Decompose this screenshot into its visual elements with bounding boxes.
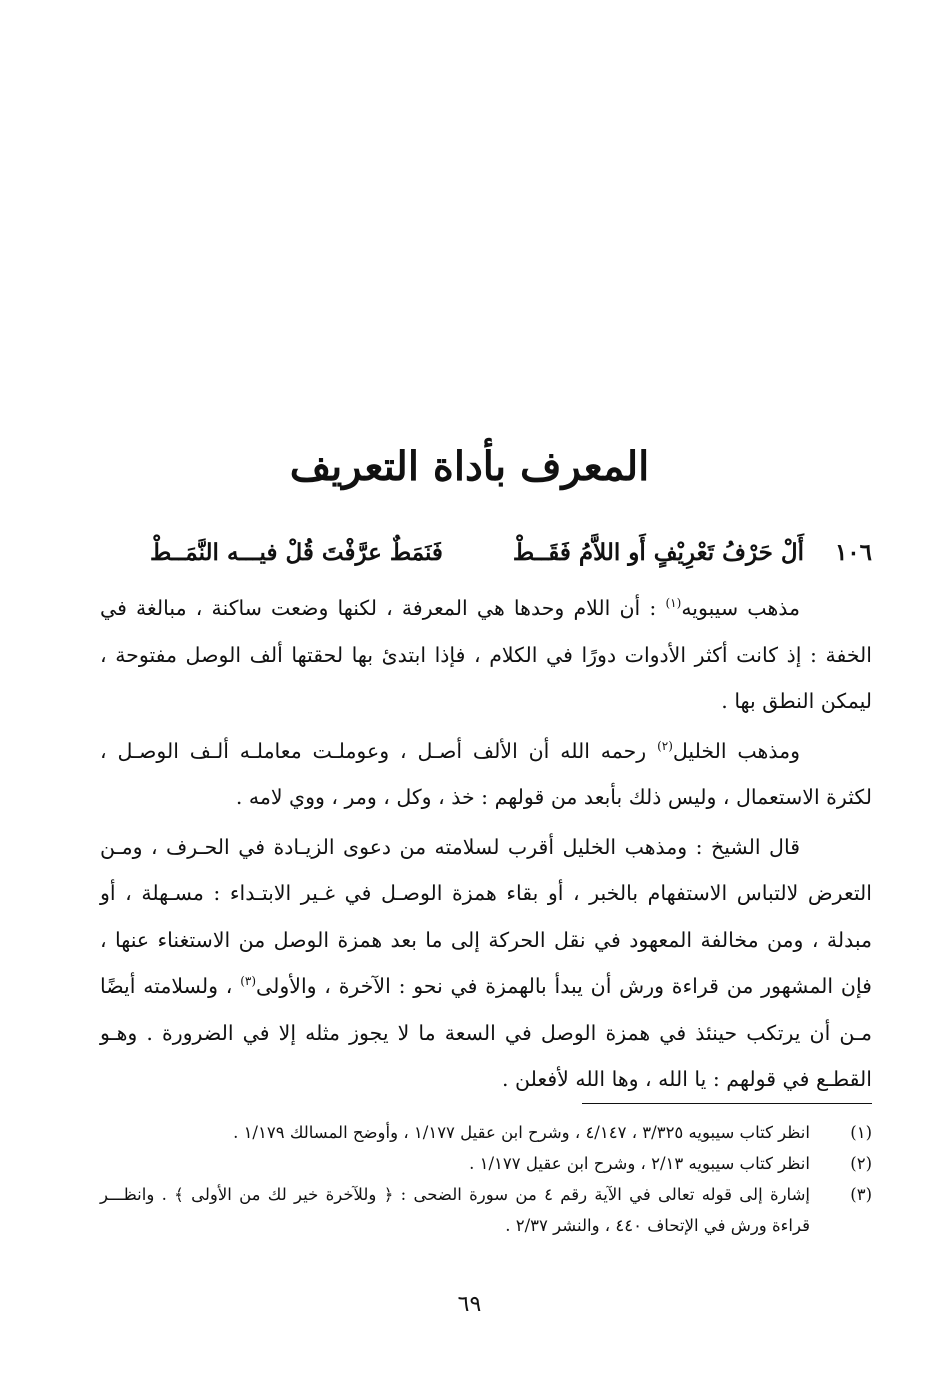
- paragraph-text-end: ، ولسلامته أيضًا مـن أن يرتكب حينئذ في همزة الوصل في السعة ما لا يجوز مثله إلا في الضرورة . وهـو القطـع في قولهم : يا الله ، وها الله لأفعلن .: [100, 974, 872, 1091]
- page-number: ٦٩: [457, 1292, 482, 1317]
- footnote-marker: (١): [850, 1123, 872, 1142]
- footnotes: [100, 1117, 872, 1241]
- footnote-reference-3[interactable]: (٣): [240, 974, 257, 989]
- footnote-item-3: [100, 1179, 872, 1241]
- paragraph-text-start: قال الشيخ : ومذهب الخليل أقرب لسلامته من دعوى الزيـادة في الحـرف ، ومـن التعرض لالتباس الاستفهام بالخبر ، أو بقاء همزة الوصـل في غـير الابتـداء : مسـهلة ، أو مبدلة ، ومن مخالفة المعهود في نقل الحركة إلى ما بعد همزة الوصل من الاستغناء عنها ، فإن المشهور من قراءة ورش أن يبدأ بالهمزة في نحو : الآخرة ، والأولى: [100, 834, 872, 998]
- verse-first-hemistich: أَلْ حَرْفُ تَعْرِيْفٍ أَو اللاَّمُ فَقَــطْ: [512, 539, 804, 566]
- commentary-text: [100, 585, 872, 1103]
- footnote-text: انظر كتاب سيبويه ٢/١٣ ، وشرح ابن عقيل ١/١٧٧ .: [469, 1154, 810, 1173]
- footnote-text: إشارة إلى قوله تعالى في الآية رقم ٤ من سورة الضحى : ﴿ وللآخرة خير لك من الأولى ﴾ . وانظـــر قراءة ورش في الإتحاف ٤٤٠ ، والنشر ٢/٣٧ .: [100, 1185, 810, 1235]
- verse-number: ١٠٦: [834, 539, 872, 566]
- footnote-text: انظر كتاب سيبويه ٣/٣٢٥ ، ٤/١٤٧ ، وشرح ابن عقيل ١/١٧٧ ، وأوضح المسالك ١/١٧٩ .: [233, 1123, 810, 1142]
- commentary-paragraph-sibawayh: [100, 585, 872, 725]
- paragraph-text-start: ومذهب الخليل: [672, 738, 800, 763]
- footnote-divider: [582, 1103, 872, 1104]
- paragraph-text-end: : أن اللام وحدها هي المعرفة ، لكنها وضعت ساكنة ، مبالغة في الخفة : إذ كانت أكثر الأدوات دورًا في الكلام ، فإذا ابتدئ بها لحقتها ألف الوصل مفتوحة ، ليمكن النطق بها .: [100, 596, 872, 713]
- commentary-paragraph-khalil: [100, 728, 872, 821]
- footnote-marker: (٣): [850, 1185, 872, 1204]
- footnote-item-2: [100, 1148, 872, 1179]
- chapter-title: المعرف بأداة التعريف: [289, 442, 650, 490]
- verse-line: [150, 528, 872, 578]
- footnote-reference-2[interactable]: (٢): [657, 738, 673, 753]
- paragraph-text-end: رحمه الله أن الألف أصـل ، وعوملـت معاملـه ألـف الوصـل ، لكثرة الاستعمال ، وليس ذلك بأبعد من قولهم : خذ ، وكل ، ومر ، ووي لامه .: [100, 738, 872, 809]
- footnote-reference-1[interactable]: (١): [665, 596, 682, 611]
- verse-second-hemistich: فَنَمَطٌ عرَّفْتَ قُلْ فيـــه النَّمَــطْ: [150, 539, 443, 566]
- footnote-item-1: [100, 1117, 872, 1148]
- commentary-paragraph-sheikh: [100, 824, 872, 1103]
- footnote-marker: (٢): [850, 1154, 872, 1173]
- paragraph-text-start: مذهب سيبويه: [681, 596, 800, 620]
